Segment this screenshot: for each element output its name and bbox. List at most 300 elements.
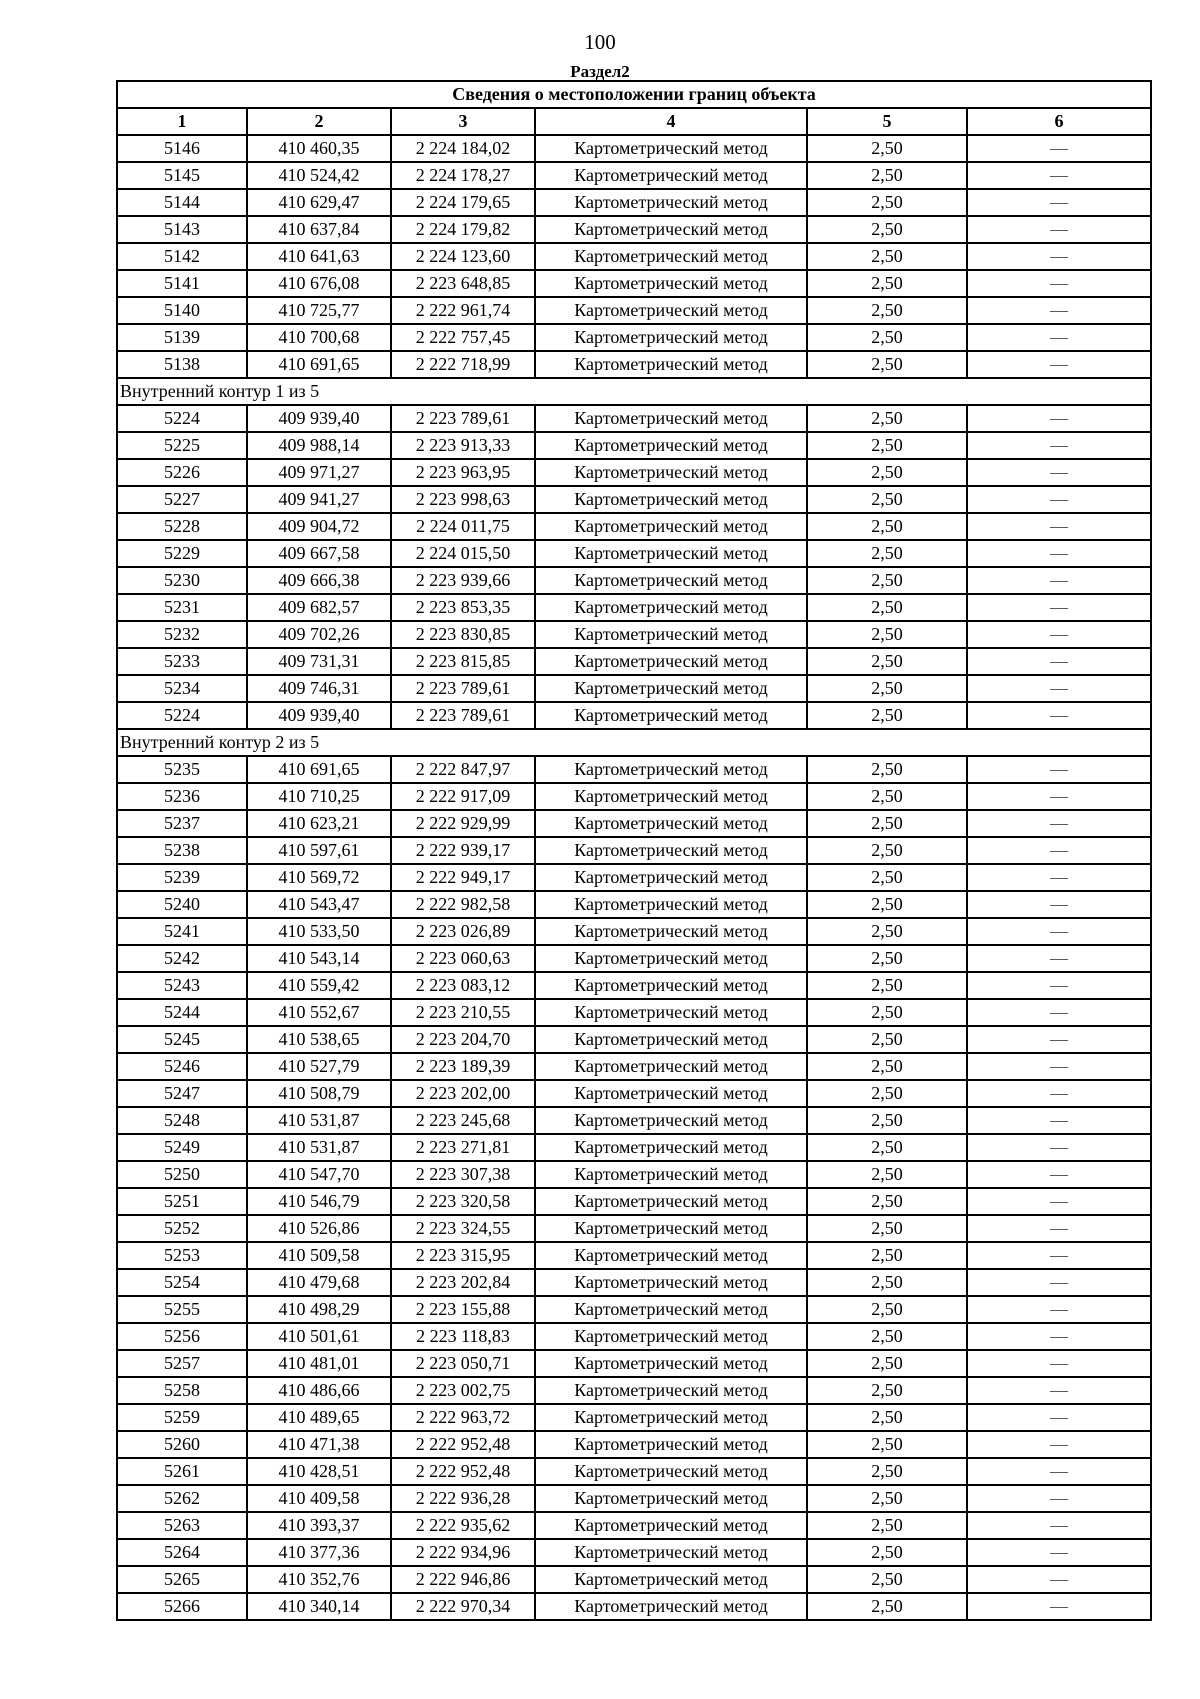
point-number: 5249 <box>117 1134 247 1161</box>
accuracy: 2,50 <box>807 621 967 648</box>
description: — <box>967 1512 1151 1539</box>
table-row <box>117 1188 1151 1215</box>
method: Картометрический метод <box>535 972 807 999</box>
table-row <box>117 270 1151 297</box>
description: — <box>967 594 1151 621</box>
accuracy: 2,50 <box>807 1485 967 1512</box>
coord-x: 410 460,35 <box>247 135 391 162</box>
description: — <box>967 513 1151 540</box>
method: Картометрический метод <box>535 1215 807 1242</box>
point-number: 5144 <box>117 189 247 216</box>
accuracy: 2,50 <box>807 405 967 432</box>
description: — <box>967 1134 1151 1161</box>
method: Картометрический метод <box>535 1161 807 1188</box>
description: — <box>967 864 1151 891</box>
point-number: 5146 <box>117 135 247 162</box>
point-number: 5262 <box>117 1485 247 1512</box>
table-row <box>117 189 1151 216</box>
coord-y: 2 223 210,55 <box>391 999 535 1026</box>
coord-y: 2 223 189,39 <box>391 1053 535 1080</box>
description: — <box>967 675 1151 702</box>
method: Картометрический метод <box>535 1593 807 1620</box>
coord-y: 2 223 939,66 <box>391 567 535 594</box>
method: Картометрический метод <box>535 891 807 918</box>
description: — <box>967 1485 1151 1512</box>
coord-x: 410 486,66 <box>247 1377 391 1404</box>
method: Картометрический метод <box>535 1188 807 1215</box>
accuracy: 2,50 <box>807 1431 967 1458</box>
point-number: 5143 <box>117 216 247 243</box>
coord-x: 409 939,40 <box>247 405 391 432</box>
coord-y: 2 223 204,70 <box>391 1026 535 1053</box>
table-body <box>117 81 1151 1620</box>
accuracy: 2,50 <box>807 1269 967 1296</box>
point-number: 5139 <box>117 324 247 351</box>
coord-y: 2 223 307,38 <box>391 1161 535 1188</box>
coord-x: 410 623,21 <box>247 810 391 837</box>
method: Картометрический метод <box>535 405 807 432</box>
coord-x: 409 939,40 <box>247 702 391 729</box>
method: Картометрический метод <box>535 540 807 567</box>
coord-x: 409 941,27 <box>247 486 391 513</box>
accuracy: 2,50 <box>807 486 967 513</box>
point-number: 5237 <box>117 810 247 837</box>
coord-y: 2 223 789,61 <box>391 702 535 729</box>
method: Картометрический метод <box>535 756 807 783</box>
method: Картометрический метод <box>535 1080 807 1107</box>
description: — <box>967 567 1151 594</box>
method: Картометрический метод <box>535 1134 807 1161</box>
method: Картометрический метод <box>535 459 807 486</box>
method: Картометрический метод <box>535 648 807 675</box>
coord-x: 410 691,65 <box>247 351 391 378</box>
table-row <box>117 783 1151 810</box>
coord-y: 2 223 271,81 <box>391 1134 535 1161</box>
coord-x: 409 904,72 <box>247 513 391 540</box>
table-row <box>117 837 1151 864</box>
point-number: 5227 <box>117 486 247 513</box>
table-row <box>117 216 1151 243</box>
accuracy: 2,50 <box>807 945 967 972</box>
point-number: 5263 <box>117 1512 247 1539</box>
method: Картометрический метод <box>535 567 807 594</box>
method: Картометрический метод <box>535 1539 807 1566</box>
point-number: 5142 <box>117 243 247 270</box>
description: — <box>967 1323 1151 1350</box>
accuracy: 2,50 <box>807 324 967 351</box>
accuracy: 2,50 <box>807 351 967 378</box>
description: — <box>967 999 1151 1026</box>
accuracy: 2,50 <box>807 1296 967 1323</box>
point-number: 5140 <box>117 297 247 324</box>
coord-x: 410 641,63 <box>247 243 391 270</box>
description: — <box>967 1566 1151 1593</box>
description: — <box>967 810 1151 837</box>
coord-x: 409 667,58 <box>247 540 391 567</box>
coord-x: 410 546,79 <box>247 1188 391 1215</box>
accuracy: 2,50 <box>807 999 967 1026</box>
point-number: 5145 <box>117 162 247 189</box>
accuracy: 2,50 <box>807 1188 967 1215</box>
description: — <box>967 1458 1151 1485</box>
table-row <box>117 972 1151 999</box>
coord-y: 2 222 949,17 <box>391 864 535 891</box>
description: — <box>967 459 1151 486</box>
method: Картометрический метод <box>535 1026 807 1053</box>
table-row <box>117 432 1151 459</box>
accuracy: 2,50 <box>807 297 967 324</box>
table-row <box>117 945 1151 972</box>
table-row <box>117 1431 1151 1458</box>
description: — <box>967 1539 1151 1566</box>
coord-y: 2 223 830,85 <box>391 621 535 648</box>
coord-x: 410 479,68 <box>247 1269 391 1296</box>
table-row <box>117 513 1151 540</box>
table-row <box>117 648 1151 675</box>
coord-y: 2 222 935,62 <box>391 1512 535 1539</box>
accuracy: 2,50 <box>807 918 967 945</box>
point-number: 5226 <box>117 459 247 486</box>
table-row <box>117 1269 1151 1296</box>
method: Картометрический метод <box>535 621 807 648</box>
coord-y: 2 224 179,82 <box>391 216 535 243</box>
table-row <box>117 594 1151 621</box>
coord-x: 409 666,38 <box>247 567 391 594</box>
accuracy: 2,50 <box>807 1350 967 1377</box>
contour-heading: Внутренний контур 2 из 5 <box>117 729 1151 756</box>
coord-x: 410 428,51 <box>247 1458 391 1485</box>
coord-y: 2 222 952,48 <box>391 1458 535 1485</box>
point-number: 5235 <box>117 756 247 783</box>
accuracy: 2,50 <box>807 594 967 621</box>
table-row <box>117 1593 1151 1620</box>
table-row <box>117 1161 1151 1188</box>
coord-y: 2 223 060,63 <box>391 945 535 972</box>
accuracy: 2,50 <box>807 972 967 999</box>
accuracy: 2,50 <box>807 756 967 783</box>
coord-x: 410 526,86 <box>247 1215 391 1242</box>
description: — <box>967 1053 1151 1080</box>
coord-x: 410 725,77 <box>247 297 391 324</box>
table-row <box>117 1485 1151 1512</box>
table-row <box>117 459 1151 486</box>
description: — <box>967 891 1151 918</box>
table-row <box>117 702 1151 729</box>
description: — <box>967 756 1151 783</box>
coord-x: 410 501,61 <box>247 1323 391 1350</box>
point-number: 5256 <box>117 1323 247 1350</box>
method: Картометрический метод <box>535 1485 807 1512</box>
coord-y: 2 223 913,33 <box>391 432 535 459</box>
coord-y: 2 223 118,83 <box>391 1323 535 1350</box>
point-number: 5255 <box>117 1296 247 1323</box>
point-number: 5264 <box>117 1539 247 1566</box>
method: Картометрический метод <box>535 594 807 621</box>
coord-y: 2 224 011,75 <box>391 513 535 540</box>
accuracy: 2,50 <box>807 1242 967 1269</box>
description: — <box>967 216 1151 243</box>
coord-y: 2 222 934,96 <box>391 1539 535 1566</box>
point-number: 5248 <box>117 1107 247 1134</box>
point-number: 5246 <box>117 1053 247 1080</box>
description: — <box>967 189 1151 216</box>
method: Картометрический метод <box>535 1269 807 1296</box>
table-row <box>117 621 1151 648</box>
coord-x: 410 710,25 <box>247 783 391 810</box>
point-number: 5224 <box>117 405 247 432</box>
coord-y: 2 222 847,97 <box>391 756 535 783</box>
column-number: 1 <box>117 108 247 135</box>
method: Картометрический метод <box>535 270 807 297</box>
coord-x: 410 508,79 <box>247 1080 391 1107</box>
description: — <box>967 945 1151 972</box>
description: — <box>967 297 1151 324</box>
point-number: 5266 <box>117 1593 247 1620</box>
coord-y: 2 224 123,60 <box>391 243 535 270</box>
method: Картометрический метод <box>535 810 807 837</box>
coord-x: 410 543,14 <box>247 945 391 972</box>
accuracy: 2,50 <box>807 1539 967 1566</box>
coord-x: 410 527,79 <box>247 1053 391 1080</box>
accuracy: 2,50 <box>807 1512 967 1539</box>
table-row <box>117 1134 1151 1161</box>
section-title: Раздел2 <box>570 62 630 81</box>
point-number: 5242 <box>117 945 247 972</box>
table-row <box>117 297 1151 324</box>
method: Картометрический метод <box>535 513 807 540</box>
accuracy: 2,50 <box>807 513 967 540</box>
coord-x: 410 552,67 <box>247 999 391 1026</box>
accuracy: 2,50 <box>807 675 967 702</box>
table-row <box>117 1242 1151 1269</box>
description: — <box>967 702 1151 729</box>
coord-x: 410 489,65 <box>247 1404 391 1431</box>
contour-heading-row <box>117 378 1151 405</box>
description: — <box>967 1296 1151 1323</box>
coord-x: 410 471,38 <box>247 1431 391 1458</box>
coord-y: 2 222 961,74 <box>391 297 535 324</box>
coord-x: 409 682,57 <box>247 594 391 621</box>
accuracy: 2,50 <box>807 1458 967 1485</box>
point-number: 5251 <box>117 1188 247 1215</box>
table-row <box>117 1566 1151 1593</box>
coord-x: 410 524,42 <box>247 162 391 189</box>
coord-x: 410 559,42 <box>247 972 391 999</box>
coord-x: 410 393,37 <box>247 1512 391 1539</box>
contour-heading: Внутренний контур 1 из 5 <box>117 378 1151 405</box>
coord-y: 2 222 939,17 <box>391 837 535 864</box>
description: — <box>967 324 1151 351</box>
coord-x: 410 533,50 <box>247 918 391 945</box>
table-row <box>117 756 1151 783</box>
point-number: 5141 <box>117 270 247 297</box>
coord-x: 410 676,08 <box>247 270 391 297</box>
coord-y: 2 224 015,50 <box>391 540 535 567</box>
table-row <box>117 540 1151 567</box>
coord-y: 2 223 320,58 <box>391 1188 535 1215</box>
coord-y: 2 223 155,88 <box>391 1296 535 1323</box>
method: Картометрический метод <box>535 135 807 162</box>
coord-x: 409 702,26 <box>247 621 391 648</box>
coord-x: 410 409,58 <box>247 1485 391 1512</box>
description: — <box>967 135 1151 162</box>
method: Картометрический метод <box>535 918 807 945</box>
column-number: 6 <box>967 108 1151 135</box>
coord-x: 410 538,65 <box>247 1026 391 1053</box>
accuracy: 2,50 <box>807 837 967 864</box>
coord-y: 2 222 718,99 <box>391 351 535 378</box>
accuracy: 2,50 <box>807 540 967 567</box>
coord-y: 2 223 789,61 <box>391 675 535 702</box>
table-row <box>117 1377 1151 1404</box>
coord-y: 2 223 245,68 <box>391 1107 535 1134</box>
table-row <box>117 1323 1151 1350</box>
point-number: 5231 <box>117 594 247 621</box>
coord-y: 2 224 184,02 <box>391 135 535 162</box>
method: Картометрический метод <box>535 1431 807 1458</box>
point-number: 5230 <box>117 567 247 594</box>
point-number: 5252 <box>117 1215 247 1242</box>
coord-y: 2 223 050,71 <box>391 1350 535 1377</box>
description: — <box>967 1026 1151 1053</box>
column-number: 4 <box>535 108 807 135</box>
coord-x: 410 629,47 <box>247 189 391 216</box>
point-number: 5257 <box>117 1350 247 1377</box>
coord-x: 410 691,65 <box>247 756 391 783</box>
coord-y: 2 223 202,84 <box>391 1269 535 1296</box>
table-row <box>117 1026 1151 1053</box>
method: Картометрический метод <box>535 1512 807 1539</box>
description: — <box>967 486 1151 513</box>
boundary-coordinates-table <box>116 80 1152 1621</box>
page-number: 100 <box>584 30 616 54</box>
point-number: 5245 <box>117 1026 247 1053</box>
coord-y: 2 223 963,95 <box>391 459 535 486</box>
accuracy: 2,50 <box>807 1080 967 1107</box>
point-number: 5224 <box>117 702 247 729</box>
description: — <box>967 1377 1151 1404</box>
method: Картометрический метод <box>535 675 807 702</box>
method: Картометрический метод <box>535 216 807 243</box>
description: — <box>967 270 1151 297</box>
coord-x: 410 498,29 <box>247 1296 391 1323</box>
coord-x: 410 377,36 <box>247 1539 391 1566</box>
coord-y: 2 223 998,63 <box>391 486 535 513</box>
point-number: 5234 <box>117 675 247 702</box>
coord-y: 2 222 929,99 <box>391 810 535 837</box>
table-row <box>117 1458 1151 1485</box>
coord-y: 2 223 202,00 <box>391 1080 535 1107</box>
table-row <box>117 1539 1151 1566</box>
method: Картометрический метод <box>535 162 807 189</box>
method: Картометрический метод <box>535 945 807 972</box>
point-number: 5241 <box>117 918 247 945</box>
method: Картометрический метод <box>535 999 807 1026</box>
table-row <box>117 351 1151 378</box>
accuracy: 2,50 <box>807 135 967 162</box>
table-row <box>117 486 1151 513</box>
point-number: 5240 <box>117 891 247 918</box>
table-row <box>117 1053 1151 1080</box>
coord-x: 410 352,76 <box>247 1566 391 1593</box>
coord-x: 410 340,14 <box>247 1593 391 1620</box>
contour-heading-row <box>117 729 1151 756</box>
coord-x: 410 637,84 <box>247 216 391 243</box>
description: — <box>967 351 1151 378</box>
description: — <box>967 1350 1151 1377</box>
coord-x: 409 988,14 <box>247 432 391 459</box>
accuracy: 2,50 <box>807 702 967 729</box>
method: Картометрический метод <box>535 1323 807 1350</box>
table-row <box>117 567 1151 594</box>
point-number: 5261 <box>117 1458 247 1485</box>
point-number: 5228 <box>117 513 247 540</box>
coord-x: 410 597,61 <box>247 837 391 864</box>
method: Картометрический метод <box>535 1107 807 1134</box>
coord-y: 2 222 946,86 <box>391 1566 535 1593</box>
method: Картометрический метод <box>535 1053 807 1080</box>
point-number: 5229 <box>117 540 247 567</box>
table-row <box>117 891 1151 918</box>
point-number: 5138 <box>117 351 247 378</box>
description: — <box>967 1269 1151 1296</box>
accuracy: 2,50 <box>807 1593 967 1620</box>
point-number: 5247 <box>117 1080 247 1107</box>
coord-y: 2 223 815,85 <box>391 648 535 675</box>
description: — <box>967 783 1151 810</box>
point-number: 5236 <box>117 783 247 810</box>
accuracy: 2,50 <box>807 783 967 810</box>
method: Картометрический метод <box>535 243 807 270</box>
method: Картометрический метод <box>535 1296 807 1323</box>
coord-y: 2 222 936,28 <box>391 1485 535 1512</box>
method: Картометрический метод <box>535 351 807 378</box>
point-number: 5258 <box>117 1377 247 1404</box>
table-row <box>117 162 1151 189</box>
accuracy: 2,50 <box>807 270 967 297</box>
description: — <box>967 1080 1151 1107</box>
coord-x: 410 569,72 <box>247 864 391 891</box>
accuracy: 2,50 <box>807 1026 967 1053</box>
table-row <box>117 1350 1151 1377</box>
description: — <box>967 1404 1151 1431</box>
coord-x: 410 547,70 <box>247 1161 391 1188</box>
coord-x: 410 700,68 <box>247 324 391 351</box>
description: — <box>967 1107 1151 1134</box>
accuracy: 2,50 <box>807 810 967 837</box>
description: — <box>967 405 1151 432</box>
point-number: 5259 <box>117 1404 247 1431</box>
point-number: 5232 <box>117 621 247 648</box>
accuracy: 2,50 <box>807 864 967 891</box>
method: Картометрический метод <box>535 486 807 513</box>
column-number: 2 <box>247 108 391 135</box>
accuracy: 2,50 <box>807 1404 967 1431</box>
point-number: 5260 <box>117 1431 247 1458</box>
coord-y: 2 222 982,58 <box>391 891 535 918</box>
description: — <box>967 648 1151 675</box>
method: Картометрический метод <box>535 297 807 324</box>
table-row <box>117 324 1151 351</box>
description: — <box>967 540 1151 567</box>
coord-y: 2 222 917,09 <box>391 783 535 810</box>
accuracy: 2,50 <box>807 189 967 216</box>
coord-y: 2 223 648,85 <box>391 270 535 297</box>
coord-y: 2 222 757,45 <box>391 324 535 351</box>
coord-x: 410 531,87 <box>247 1107 391 1134</box>
coord-x: 410 543,47 <box>247 891 391 918</box>
point-number: 5250 <box>117 1161 247 1188</box>
